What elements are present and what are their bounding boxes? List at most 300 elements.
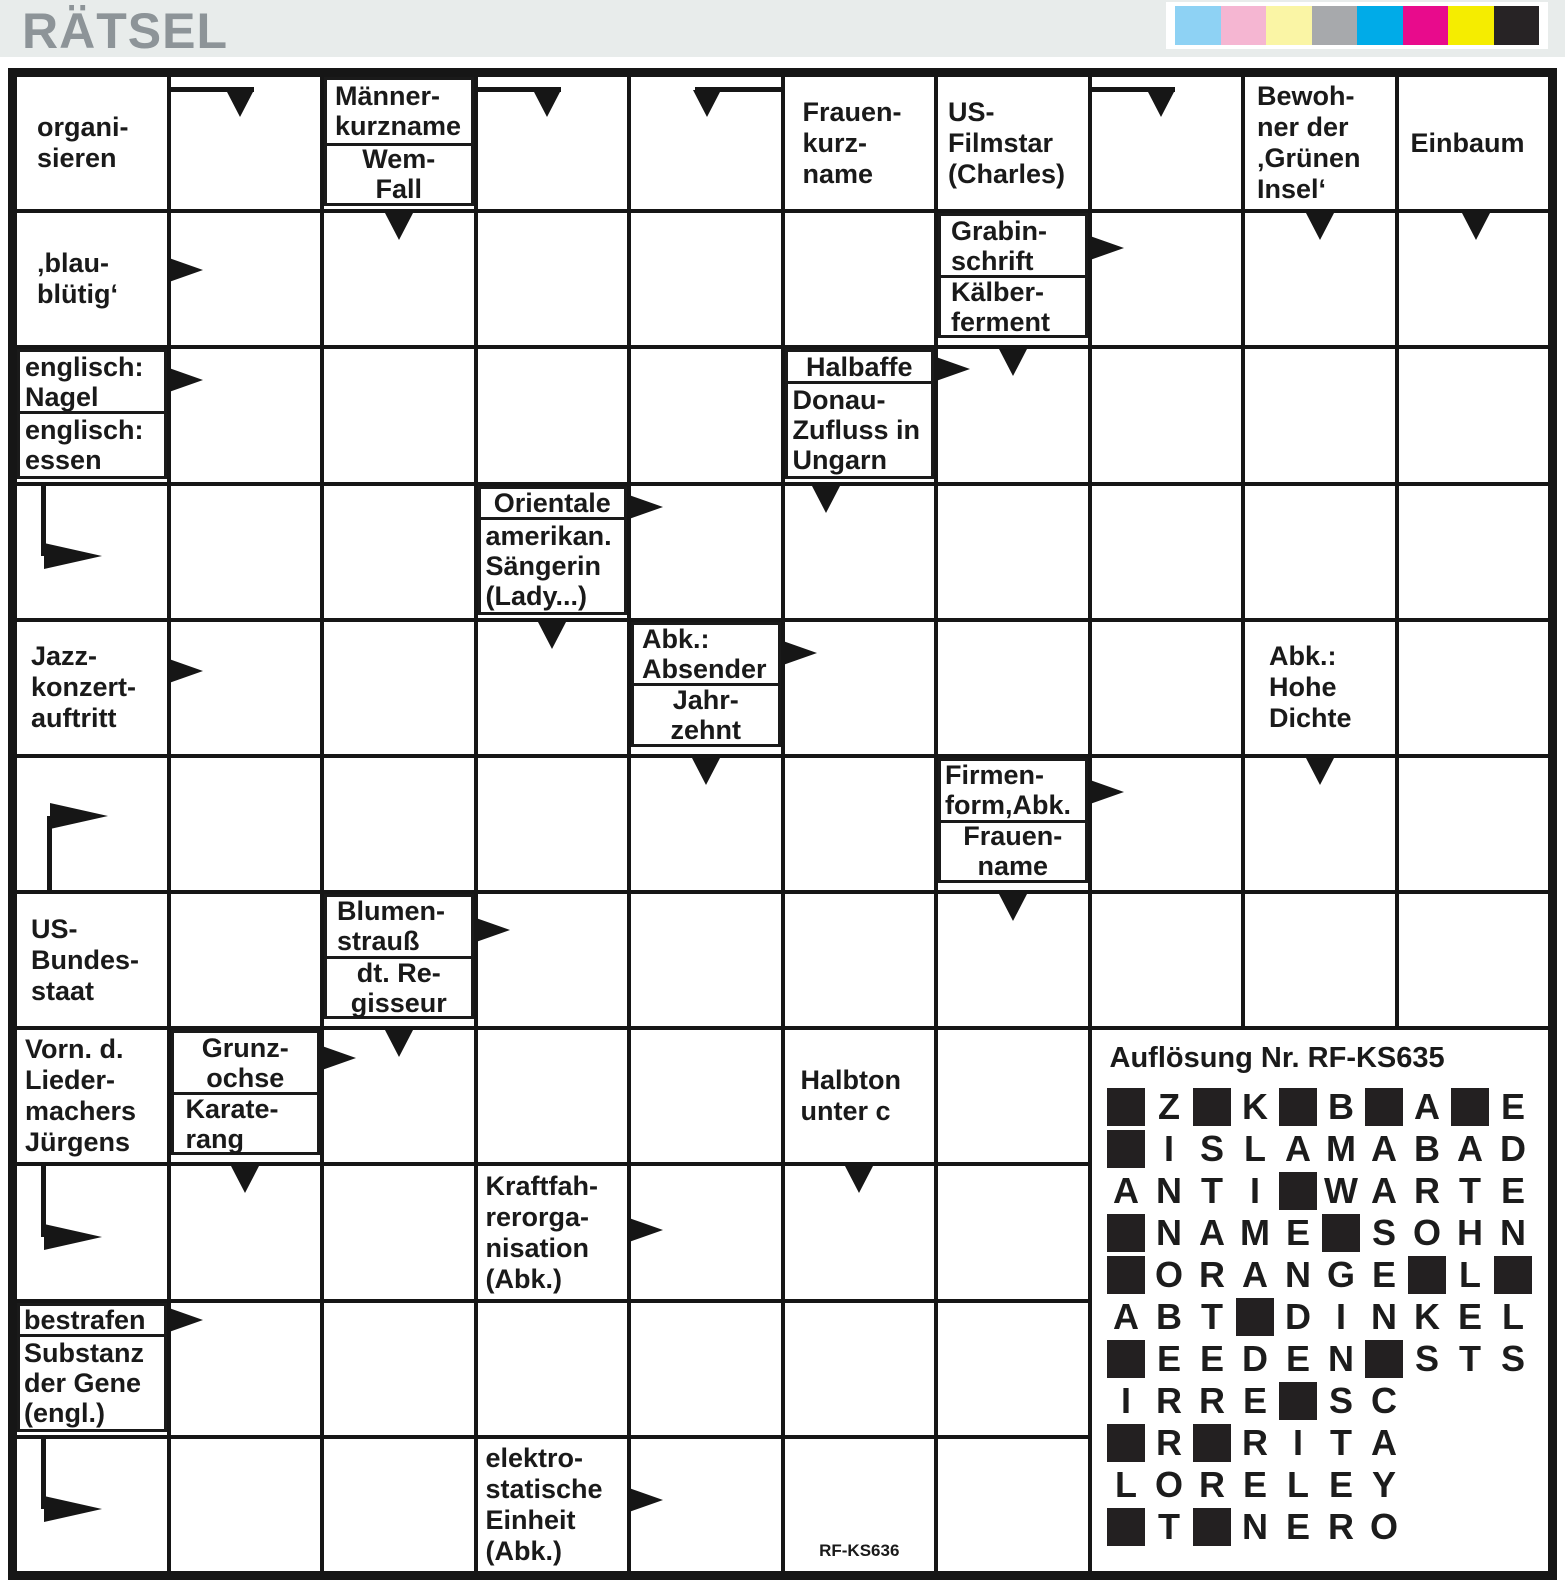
crossword-grid (8, 68, 1557, 1580)
solution-letter (1191, 1170, 1234, 1212)
letter: R (1156, 1422, 1182, 1464)
solution-letter (1148, 1128, 1191, 1170)
solution-letter (1449, 1338, 1492, 1380)
answer-cell[interactable] (17, 486, 167, 618)
letter: E (1285, 1338, 1310, 1380)
answer-cell[interactable] (938, 894, 1088, 1026)
clue-cell (938, 77, 1088, 209)
answer-cell[interactable] (1399, 622, 1549, 754)
clue-line: Orientale (493, 487, 611, 518)
clue-line: Lieder- (25, 1065, 116, 1096)
answer-cell[interactable] (17, 758, 167, 890)
clue-line: Bewoh- (1257, 81, 1355, 112)
solution-row (1105, 1464, 1535, 1506)
letter: T (1459, 1170, 1481, 1212)
answer-cell[interactable] (631, 486, 781, 618)
answer-cell[interactable] (938, 1166, 1088, 1298)
answer-cell[interactable] (324, 213, 474, 345)
right-arrow-icon (169, 659, 203, 683)
solution-letter (1105, 1464, 1148, 1506)
clue-line: rang (185, 1123, 245, 1154)
clue-cell (785, 77, 935, 209)
solution-black-square (1363, 1338, 1406, 1380)
answer-cell[interactable] (1245, 213, 1395, 345)
answer-cell[interactable] (1245, 486, 1395, 618)
black-square (1107, 1424, 1145, 1462)
clue-text-box (1399, 77, 1549, 209)
clue-line: englisch: (25, 414, 144, 445)
answer-cell[interactable] (1245, 349, 1395, 481)
answer-cell[interactable] (478, 1030, 628, 1162)
answer-cell[interactable] (171, 622, 321, 754)
turn-right-arrow-icon (44, 1496, 102, 1522)
answer-cell[interactable] (1092, 622, 1242, 754)
answer-cell[interactable] (1092, 213, 1242, 345)
answer-cell[interactable] (478, 213, 628, 345)
color-swatch (1403, 6, 1449, 45)
answer-cell[interactable] (631, 77, 781, 209)
down-arrow-icon (538, 622, 566, 649)
clue-line: essen (25, 444, 102, 475)
answer-cell[interactable] (631, 894, 781, 1026)
answer-cell[interactable] (478, 1303, 628, 1435)
flag-right-arrow-icon (50, 803, 108, 829)
answer-cell[interactable] (1399, 349, 1549, 481)
solution-letter (1191, 1338, 1234, 1380)
answer-cell[interactable] (171, 894, 321, 1026)
down-arrow-icon (1462, 213, 1490, 240)
solution-letter (1234, 1170, 1277, 1212)
clue-text-box (324, 956, 474, 1019)
right-arrow-icon (629, 1488, 663, 1512)
solution-row (1105, 1296, 1535, 1338)
letter: R (1199, 1464, 1225, 1506)
solution-letter (1191, 1254, 1234, 1296)
solution-black-square (1105, 1212, 1148, 1254)
corner-down-arrow-icon (533, 90, 561, 117)
answer-cell[interactable] (785, 894, 935, 1026)
clue-line: Halbton (800, 1065, 901, 1096)
clue-cell (785, 1030, 935, 1162)
solution-letter (1363, 1296, 1406, 1338)
black-square (1279, 1088, 1317, 1126)
answer-cell[interactable] (17, 1166, 167, 1298)
solution-black-square (1320, 1212, 1363, 1254)
answer-cell[interactable] (1092, 758, 1242, 890)
letter: O (1154, 1254, 1183, 1296)
answer-cell[interactable] (1245, 758, 1395, 890)
black-square (1107, 1214, 1145, 1252)
answer-cell[interactable] (785, 1439, 935, 1571)
answer-cell[interactable] (324, 1439, 474, 1571)
answer-cell[interactable] (17, 1439, 167, 1571)
letter: B (1414, 1128, 1440, 1170)
down-arrow-icon (999, 894, 1027, 921)
letter: R (1199, 1380, 1225, 1422)
clue-line: auftritt (31, 703, 117, 734)
right-arrow-icon (476, 918, 510, 942)
letter: E (1371, 1254, 1396, 1296)
black-square (1107, 1130, 1145, 1168)
answer-cell[interactable] (1092, 486, 1242, 618)
answer-cell[interactable] (171, 1303, 321, 1435)
answer-cell[interactable] (171, 486, 321, 618)
clue-line: Dichte (1269, 703, 1352, 734)
solution-letter (1320, 1296, 1363, 1338)
solution-letter (1449, 1128, 1492, 1170)
clue-cell (17, 77, 167, 209)
answer-cell[interactable] (631, 1166, 781, 1298)
letter: T (1330, 1422, 1352, 1464)
solution-letter (1234, 1506, 1277, 1548)
answer-cell[interactable] (631, 758, 781, 890)
letter: W (1324, 1170, 1358, 1212)
letter: M (1240, 1212, 1270, 1254)
letter: E (1199, 1338, 1224, 1380)
solution-letter (1363, 1254, 1406, 1296)
answer-cell[interactable] (938, 349, 1088, 481)
right-arrow-icon (629, 495, 663, 519)
letter: E (1285, 1212, 1310, 1254)
clue-cell (478, 1439, 628, 1571)
letter: R (1199, 1254, 1225, 1296)
letter: E (1242, 1464, 1267, 1506)
right-arrow-icon (169, 368, 203, 392)
answer-cell[interactable] (785, 622, 935, 754)
answer-cell[interactable] (631, 1303, 781, 1435)
clue-text-box (17, 213, 167, 345)
right-arrow-icon (1090, 780, 1124, 804)
solution-letter-grid (1105, 1086, 1535, 1548)
clue-line: statische (485, 1473, 603, 1504)
letter: N (1371, 1296, 1397, 1338)
solution-letter (1492, 1170, 1535, 1212)
answer-cell[interactable] (785, 1166, 935, 1298)
letter: E (1457, 1296, 1482, 1338)
clue-line: elektro- (485, 1442, 584, 1473)
black-square (1451, 1088, 1489, 1126)
solution-title: Auflösung Nr. RF-KS635 (1109, 1042, 1445, 1075)
black-square (1193, 1508, 1231, 1546)
right-arrow-icon (169, 1308, 203, 1332)
solution-letter (1406, 1212, 1449, 1254)
answer-cell[interactable] (171, 213, 321, 345)
letter: I (1163, 1128, 1174, 1170)
solution-letter (1234, 1338, 1277, 1380)
solution-letter (1148, 1170, 1191, 1212)
letter: E (1156, 1338, 1181, 1380)
solution-letter (1492, 1212, 1535, 1254)
letter: A (1371, 1170, 1397, 1212)
solution-letter (1320, 1170, 1363, 1212)
clue-cell (17, 1303, 167, 1435)
clue-line: name (977, 851, 1049, 882)
clue-line: Jürgens (25, 1127, 131, 1158)
letter: G (1326, 1254, 1355, 1296)
answer-cell[interactable] (1399, 486, 1549, 618)
solution-letter (1148, 1296, 1191, 1338)
letter: R (1156, 1380, 1182, 1422)
letter: R (1328, 1506, 1354, 1548)
solution-black-square (1449, 1086, 1492, 1128)
down-arrow-icon (692, 758, 720, 785)
letter: A (1285, 1128, 1311, 1170)
black-square (1494, 1256, 1532, 1294)
answer-cell[interactable] (785, 758, 935, 890)
color-swatch (1221, 6, 1267, 45)
solution-row (1105, 1380, 1535, 1422)
clue-line: Abk.: (642, 624, 710, 655)
clue-cell (17, 349, 167, 481)
clue-text-box (171, 1030, 321, 1095)
solution-letter (1320, 1506, 1363, 1548)
solution-letter (1234, 1086, 1277, 1128)
solution-letter (1191, 1464, 1234, 1506)
clue-text-box (324, 143, 474, 206)
answer-cell[interactable] (938, 622, 1088, 754)
letter: L (1459, 1254, 1481, 1296)
clue-text-box (785, 349, 935, 383)
solution-black-square (1277, 1170, 1320, 1212)
clue-text-box (478, 1166, 628, 1298)
solution-letter (1105, 1380, 1148, 1422)
down-arrow-icon (1306, 758, 1334, 785)
clue-text-box (17, 411, 167, 478)
clue-line: Sängerin (485, 550, 602, 581)
clue-line: zehnt (670, 715, 741, 746)
clue-text-box (17, 894, 167, 1026)
header-band (0, 0, 1565, 57)
clue-line: gisseur (350, 987, 447, 1018)
black-square (1408, 1256, 1446, 1294)
letter: C (1371, 1380, 1397, 1422)
letter: E (1500, 1170, 1525, 1212)
solution-black-square (1105, 1422, 1148, 1464)
clue-line: strauß (337, 926, 420, 957)
letter: N (1156, 1212, 1182, 1254)
answer-cell[interactable] (785, 1303, 935, 1435)
clue-text-box (631, 683, 781, 746)
clue-line: Grunz- (201, 1032, 289, 1063)
clue-line: Männer- (335, 81, 441, 112)
clue-line: ochse (206, 1062, 285, 1093)
answer-cell[interactable] (478, 622, 628, 754)
clue-line: Absender (642, 654, 767, 685)
solution-letter (1449, 1296, 1492, 1338)
answer-cell[interactable] (1092, 77, 1242, 209)
clue-text-box (478, 1439, 628, 1571)
clue-line: Jahr- (672, 685, 739, 716)
letter: S (1371, 1212, 1396, 1254)
letter: A (1199, 1212, 1225, 1254)
solution-letter (1277, 1296, 1320, 1338)
solution-letter (1148, 1254, 1191, 1296)
letter: N (1242, 1506, 1268, 1548)
clue-cell (478, 486, 628, 618)
answer-cell[interactable] (1245, 894, 1395, 1026)
solution-letter (1191, 1296, 1234, 1338)
solution-letter (1191, 1212, 1234, 1254)
letter: L (1115, 1464, 1137, 1506)
clue-line: konzert- (31, 672, 137, 703)
answer-cell[interactable] (631, 213, 781, 345)
clue-text-box (631, 622, 781, 687)
answer-cell[interactable] (1399, 758, 1549, 890)
letter: B (1156, 1296, 1182, 1338)
letter: A (1242, 1254, 1268, 1296)
black-square (1365, 1340, 1403, 1378)
black-square (1107, 1088, 1145, 1126)
solution-black-square (1105, 1506, 1148, 1548)
down-arrow-icon (231, 1166, 259, 1193)
solution-letter (1492, 1296, 1535, 1338)
solution-letter (1320, 1464, 1363, 1506)
solution-black-square (1492, 1254, 1535, 1296)
answer-cell[interactable] (324, 1303, 474, 1435)
clue-text-box (938, 820, 1088, 883)
answer-cell[interactable] (478, 758, 628, 890)
letter: A (1371, 1128, 1397, 1170)
answer-cell[interactable] (478, 77, 628, 209)
solution-letter (1277, 1338, 1320, 1380)
solution-letter (1234, 1128, 1277, 1170)
black-square (1193, 1424, 1231, 1462)
answer-cell[interactable] (631, 349, 781, 481)
corner-down-arrow-icon (1147, 90, 1175, 117)
solution-letter (1406, 1296, 1449, 1338)
solution-letter (1277, 1128, 1320, 1170)
black-square (1107, 1340, 1145, 1378)
clue-line: Firmen- (945, 760, 1045, 791)
answer-cell[interactable] (324, 622, 474, 754)
clue-text-box (324, 894, 474, 959)
answer-cell[interactable] (171, 349, 321, 481)
clue-line: US- (31, 913, 78, 944)
letter: T (1201, 1296, 1223, 1338)
solution-letter (1449, 1212, 1492, 1254)
solution-black-square (1277, 1380, 1320, 1422)
letter: I (1120, 1380, 1131, 1422)
solution-letter (1320, 1254, 1363, 1296)
clue-line: organi- (37, 112, 129, 143)
answer-cell[interactable] (478, 349, 628, 481)
solution-letter (1492, 1086, 1535, 1128)
right-arrow-icon (936, 357, 970, 381)
answer-cell[interactable] (631, 1030, 781, 1162)
clue-line: englisch: (25, 351, 144, 382)
answer-cell[interactable] (324, 1166, 474, 1298)
letter: N (1328, 1338, 1354, 1380)
letter: D (1500, 1128, 1526, 1170)
clue-cell (1245, 622, 1395, 754)
answer-cell[interactable] (171, 1166, 321, 1298)
solution-letter (1406, 1128, 1449, 1170)
clue-line: ferment (951, 306, 1051, 337)
solution-letter (1363, 1422, 1406, 1464)
solution-letter (1234, 1212, 1277, 1254)
answer-cell[interactable] (785, 486, 935, 618)
solution-row (1105, 1422, 1535, 1464)
black-square (1236, 1298, 1274, 1336)
clue-line: schrift (951, 245, 1034, 276)
clue-line: Fall (375, 174, 422, 205)
solution-letter (1191, 1128, 1234, 1170)
black-square (1279, 1382, 1317, 1420)
solution-letter (1277, 1212, 1320, 1254)
answer-cell[interactable] (324, 1030, 474, 1162)
answer-cell[interactable] (171, 758, 321, 890)
clue-line: Vorn. d. (25, 1034, 124, 1065)
answer-cell[interactable] (1399, 213, 1549, 345)
solution-letter (1105, 1170, 1148, 1212)
clue-cell (17, 1030, 167, 1162)
clue-line: Ungarn (792, 444, 887, 475)
clue-line: Wem- (362, 144, 436, 175)
answer-cell[interactable] (324, 758, 474, 890)
clue-cell (17, 894, 167, 1026)
clue-text-box (938, 275, 1088, 338)
clue-line: ner der (1257, 112, 1349, 143)
answer-cell[interactable] (938, 1303, 1088, 1435)
answer-cell[interactable] (324, 349, 474, 481)
letter: I (1249, 1170, 1260, 1212)
clue-text-box (17, 1030, 167, 1162)
clue-cell (631, 622, 781, 754)
answer-cell[interactable] (938, 1439, 1088, 1571)
clue-line: name (802, 158, 874, 189)
clue-cell (17, 622, 167, 754)
clue-line: Karate- (185, 1093, 279, 1124)
clue-line: ‚blau- (37, 248, 109, 279)
letter: R (1414, 1170, 1440, 1212)
answer-cell[interactable] (171, 1439, 321, 1571)
letter: O (1154, 1464, 1183, 1506)
answer-cell[interactable] (478, 894, 628, 1026)
right-arrow-icon (169, 258, 203, 282)
clue-line: (Abk.) (485, 1263, 562, 1294)
clue-line: unter c (800, 1096, 891, 1127)
letter: L (1287, 1464, 1309, 1506)
answer-cell[interactable] (785, 213, 935, 345)
answer-cell[interactable] (324, 486, 474, 618)
solution-row (1105, 1212, 1535, 1254)
answer-cell[interactable] (1399, 894, 1549, 1026)
answer-cell[interactable] (938, 1030, 1088, 1162)
solution-letter (1449, 1254, 1492, 1296)
solution-row (1105, 1170, 1535, 1212)
clue-text-box (938, 213, 1088, 278)
letter: K (1414, 1296, 1440, 1338)
down-arrow-icon (385, 213, 413, 240)
solution-letter (1148, 1212, 1191, 1254)
clue-line: Jazz- (31, 641, 98, 672)
solution-row (1105, 1338, 1535, 1380)
answer-cell[interactable] (938, 486, 1088, 618)
letter: E (1242, 1380, 1267, 1422)
clue-line: staat (31, 975, 95, 1006)
clue-text-box (171, 1092, 321, 1155)
clue-cell (1245, 77, 1395, 209)
solution-letter (1191, 1380, 1234, 1422)
answer-cell[interactable] (1092, 349, 1242, 481)
clue-line: kurzname (335, 111, 462, 142)
answer-cell[interactable] (1092, 894, 1242, 1026)
solution-letter (1363, 1380, 1406, 1422)
color-swatch (1312, 6, 1358, 45)
answer-cell[interactable] (171, 77, 321, 209)
letter: R (1242, 1422, 1268, 1464)
answer-cell[interactable] (631, 1439, 781, 1571)
